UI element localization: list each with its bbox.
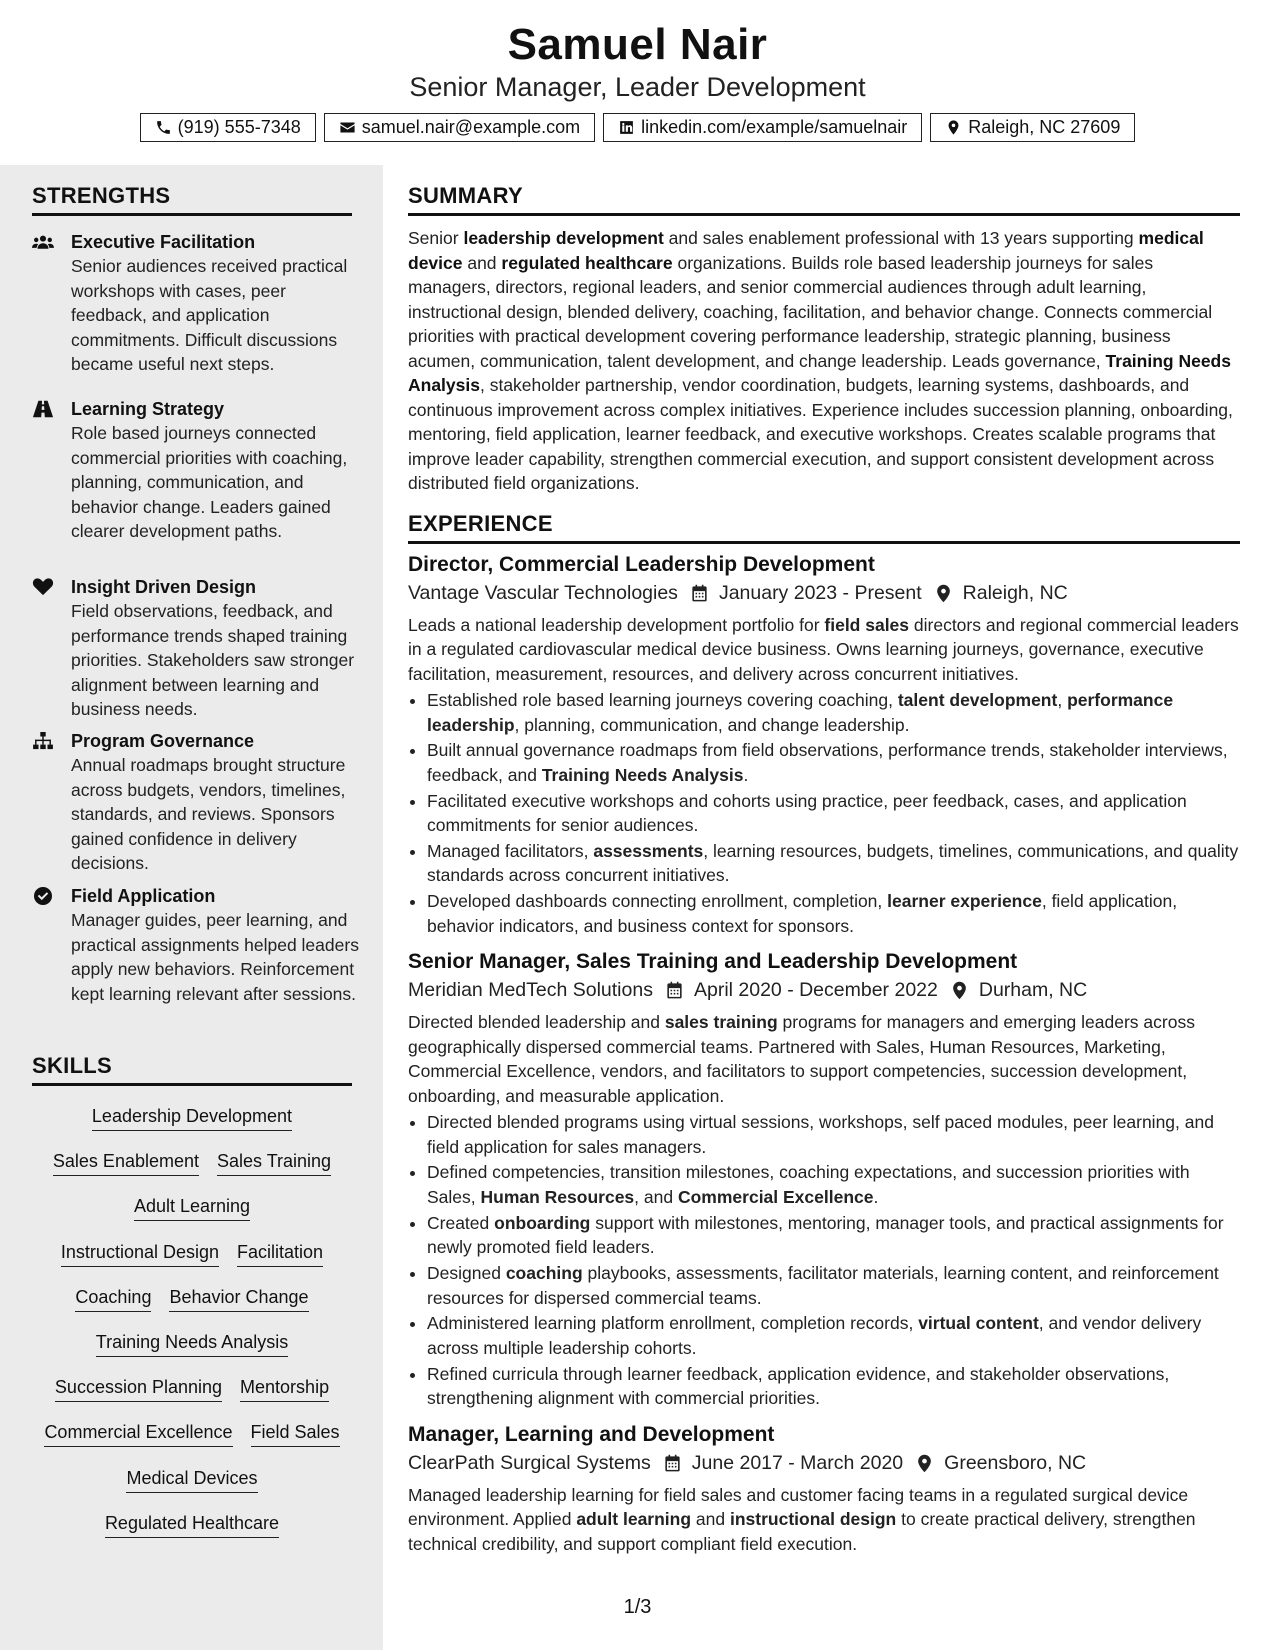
strength-title: Executive Facilitation xyxy=(71,232,256,252)
skill-tag: Regulated Healthcare xyxy=(105,1510,279,1538)
job-location: Raleigh, NC xyxy=(962,581,1068,604)
job-company: ClearPath Surgical Systems xyxy=(408,1451,651,1474)
job-bullet-fragment: , planning, communication, and change leadership. xyxy=(514,714,910,735)
users-icon xyxy=(32,233,56,251)
keyword-highlight: virtual content xyxy=(918,1313,1039,1334)
skill-tag: Sales Training xyxy=(217,1148,331,1176)
skill-tag: Sales Enablement xyxy=(53,1148,199,1176)
skills-heading: SKILLS xyxy=(32,1053,352,1086)
summary-fragment: organizations. Builds role based leadership journeys for sales managers, directors, regional leaders, and senior commercial audiences through adult learning, instructional design, blended delivery, coaching, facilitation, and behavior change. Connects commercial priorities with practical development covering performance leadership, strategic planning, business acumen, communication, talent development, and change leadership. Leads governance, xyxy=(408,252,1213,371)
job-meta xyxy=(408,582,1240,605)
skill-tag: Adult Learning xyxy=(134,1193,250,1221)
contact-linkedin[interactable] xyxy=(603,113,922,142)
experience-list xyxy=(408,553,1240,1557)
job-role: Senior Manager, Sales Training and Leadership Development xyxy=(408,950,1018,974)
job-bullet xyxy=(427,1160,1240,1209)
experience-entry xyxy=(408,553,1240,939)
keyword-highlight: assessments xyxy=(593,840,704,861)
job-role: Manager, Learning and Development xyxy=(408,1422,775,1446)
skill-row xyxy=(26,1510,358,1555)
job-description-fragment: directors and regional commercial leaders in a regulated cardiovascular medical device business. Owns learning journeys, governance, executive facilitation, measurement, resources, and delivery across concurrent initiatives. xyxy=(408,614,1239,684)
skill-row xyxy=(26,1103,358,1148)
phone-icon xyxy=(155,119,172,136)
keyword-highlight: performance leadership xyxy=(427,690,1174,735)
strength-item xyxy=(32,729,362,876)
experience-entry xyxy=(408,1423,1240,1557)
keyword-highlight: learner experience xyxy=(887,891,1042,912)
job-dates: June 2017 - March 2020 xyxy=(691,1451,904,1474)
strengths-heading: STRENGTHS xyxy=(32,183,352,216)
sitemap-icon xyxy=(32,732,56,750)
job-bullet xyxy=(427,738,1240,787)
job-bullet-fragment: Managed facilitators, xyxy=(427,840,594,861)
linkedin-icon xyxy=(618,119,635,136)
job-bullet-fragment: Designed xyxy=(427,1263,506,1284)
strength-desc: Manager guides, peer learning, and practical assignments helped leaders apply new behaviors. Reinforcement kept learning relevant after sessions. xyxy=(71,910,359,1004)
job-description xyxy=(408,1010,1240,1108)
job-bullet-fragment: , field application, behavior indicators, and business context for sponsors. xyxy=(427,891,1178,936)
job-description-fragment: and xyxy=(691,1509,730,1530)
calendar-icon xyxy=(690,584,709,603)
strength-item xyxy=(32,230,362,377)
skill-tag: Medical Devices xyxy=(126,1465,257,1493)
job-description-fragment: Directed blended leadership and xyxy=(408,1012,665,1033)
job-description xyxy=(408,1483,1240,1557)
job-company: Meridian MedTech Solutions xyxy=(408,979,653,1002)
job-description xyxy=(408,613,1240,687)
strength-desc: Annual roadmaps brought structure across budgets, vendors, timelines, standards, and reviews. Sponsors gained confidence in delivery decisions. xyxy=(71,755,346,873)
skill-row xyxy=(26,1148,358,1193)
contact-linkedin-text: linkedin.com/example/samuelnair xyxy=(641,117,908,137)
job-description-fragment: to create practical delivery, strengthen technical credibility, and support compliant field execution. xyxy=(408,1509,1196,1554)
resume-header xyxy=(0,0,1275,165)
job-role: Director, Commercial Leadership Development xyxy=(408,552,875,576)
keyword-highlight: onboarding xyxy=(494,1212,591,1233)
location-icon xyxy=(915,1454,934,1473)
sidebar xyxy=(0,165,383,1650)
summary-fragment: and xyxy=(462,252,502,273)
skill-tag: Commercial Excellence xyxy=(44,1419,232,1447)
job-bullet-fragment: Administered learning platform enrollment, completion records, xyxy=(427,1313,919,1334)
job-bullet-fragment: Defined competencies, transition milestones, coaching expectations, and succession priorities with Sales, xyxy=(427,1162,1190,1207)
job-description-fragment: Managed leadership learning for field sales and customer facing teams in a regulated surgical device environment. Applied xyxy=(408,1484,1189,1530)
candidate-name: Samuel Nair xyxy=(507,20,768,69)
keyword-highlight: Training Needs Analysis xyxy=(541,764,744,785)
skill-tag: Mentorship xyxy=(240,1374,329,1402)
job-bullet-fragment: Developed dashboards connecting enrollment, completion, xyxy=(427,891,888,912)
job-bullet-fragment: support with milestones, mentoring, manager tools, and practical assignments for newly promoted field leaders. xyxy=(427,1212,1224,1258)
job-location: Greensboro, NC xyxy=(944,1451,1087,1474)
job-bullets xyxy=(408,688,1240,938)
contact-email[interactable] xyxy=(324,113,595,142)
job-bullet xyxy=(427,1311,1240,1360)
skill-tag: Succession Planning xyxy=(55,1374,222,1402)
job-bullet xyxy=(427,1110,1240,1159)
keyword-highlight: Human Resources xyxy=(480,1186,635,1207)
calendar-icon xyxy=(665,981,684,1000)
job-bullet-fragment: Established role based learning journeys covering coaching, xyxy=(427,690,898,710)
skill-row xyxy=(26,1239,358,1284)
job-meta xyxy=(408,1452,1240,1475)
strength-item xyxy=(32,575,362,722)
calendar-icon xyxy=(663,1454,682,1473)
job-bullet-fragment: . xyxy=(873,1186,879,1207)
job-bullet-fragment: , and xyxy=(634,1186,678,1207)
job-bullet xyxy=(427,1261,1240,1310)
job-bullet-fragment: playbooks, assessments, facilitator materials, learning content, and reinforcement resources for dispersed commercial teams. xyxy=(427,1263,1219,1308)
contact-email-text: samuel.nair@example.com xyxy=(361,117,581,137)
job-bullet-fragment: , and vendor delivery across multiple leadership cohorts. xyxy=(427,1313,1202,1358)
keyword-highlight: leadership development xyxy=(463,228,664,248)
job-bullet xyxy=(427,839,1240,888)
experience-heading: EXPERIENCE xyxy=(408,511,1240,544)
contact-phone[interactable] xyxy=(140,113,316,142)
strength-title: Learning Strategy xyxy=(71,399,225,419)
contact-location[interactable] xyxy=(930,113,1135,142)
skill-row xyxy=(26,1193,358,1238)
skill-tag: Coaching xyxy=(75,1284,151,1312)
job-bullet xyxy=(427,1362,1240,1411)
job-bullet xyxy=(427,889,1240,938)
contact-location-text: Raleigh, NC 27609 xyxy=(968,117,1121,137)
summary-heading: SUMMARY xyxy=(408,183,1240,216)
keyword-highlight: adult learning xyxy=(576,1509,692,1530)
main-content xyxy=(408,165,1240,1556)
job-bullet-fragment: Directed blended programs using virtual sessions, workshops, self paced modules, peer learning, and field application for sales managers. xyxy=(427,1112,1214,1157)
skill-tag: Behavior Change xyxy=(169,1284,308,1312)
strength-item xyxy=(32,397,362,544)
summary-fragment: , stakeholder partnership, vendor coordination, budgets, learning systems, dashboards, and continuous improvement across complex initiatives. Experience includes succession planning, onboarding, mentoring, field application, learner feedback, and executive workshops. Creates scalable programs that improve leader capability, strengthen commercial execution, and support consistent development across distributed field organizations. xyxy=(408,375,1233,493)
strength-title: Program Governance xyxy=(71,731,255,751)
job-bullets xyxy=(408,1110,1240,1410)
check-circle-icon xyxy=(32,887,56,905)
job-bullet-fragment: , xyxy=(1057,690,1068,710)
contact-phone-text: (919) 555-7348 xyxy=(177,117,301,137)
job-bullet xyxy=(427,789,1240,838)
experience-entry xyxy=(408,950,1240,1410)
skill-tag: Training Needs Analysis xyxy=(96,1329,288,1357)
skill-tag: Leadership Development xyxy=(92,1103,292,1131)
keyword-highlight: coaching xyxy=(505,1263,583,1284)
job-bullet-fragment: Created xyxy=(427,1212,495,1233)
summary-text xyxy=(408,226,1240,496)
skill-row xyxy=(26,1374,358,1419)
job-description-fragment: Leads a national leadership development portfolio for xyxy=(408,614,825,635)
summary-fragment: Senior xyxy=(408,228,464,248)
candidate-title: Senior Manager, Leader Development xyxy=(409,72,866,102)
strength-desc: Field observations, feedback, and performance trends shaped training priorities. Stakeholders saw stronger alignment between learning and business needs. xyxy=(71,601,355,719)
keyword-highlight: Training Needs Analysis xyxy=(408,350,1231,395)
keyword-highlight: regulated healthcare xyxy=(501,252,673,273)
job-bullet-fragment: Refined curricula through learner feedback, application evidence, and stakeholder observations, strengthening alignment with commercial priorities. xyxy=(427,1363,1170,1409)
keyword-highlight: talent development xyxy=(897,690,1058,710)
strength-desc: Senior audiences received practical workshops with cases, peer feedback, and application commitments. Difficult discussions became useful next steps. xyxy=(71,256,348,374)
skill-row xyxy=(26,1284,358,1329)
strength-title: Field Application xyxy=(71,886,216,906)
heart-icon xyxy=(32,578,56,596)
location-icon xyxy=(945,119,962,136)
page-number: 1/3 xyxy=(623,1596,652,1618)
skill-row xyxy=(26,1419,358,1464)
job-dates: January 2023 - Present xyxy=(718,581,922,604)
skill-tag: Instructional Design xyxy=(61,1239,219,1267)
strength-desc: Role based journeys connected commercial priorities with coaching, planning, communication, and behavior change. Leaders gained clearer development paths. xyxy=(71,423,348,541)
keyword-highlight: Commercial Excellence xyxy=(677,1186,874,1207)
skill-row xyxy=(26,1329,358,1374)
job-location: Durham, NC xyxy=(978,979,1088,1002)
skills-list xyxy=(26,1103,358,1555)
skill-row xyxy=(26,1465,358,1510)
job-bullet xyxy=(427,1211,1240,1260)
job-bullet-fragment: Built annual governance roadmaps from field observations, performance trends, stakeholder interviews, feedback, and xyxy=(427,740,1228,785)
skill-tag: Field Sales xyxy=(251,1419,340,1447)
job-description-fragment: programs for managers and emerging leaders across geographically dispersed commercial teams. Partnered with Sales, Human Resources, Marketing, Commercial Excellence, vendors, and facilitators to support competencies, succession development, onboarding, and measurable application. xyxy=(408,1012,1195,1106)
envelope-icon xyxy=(339,119,356,136)
location-icon xyxy=(950,981,969,1000)
job-company: Vantage Vascular Technologies xyxy=(408,581,678,604)
location-icon xyxy=(934,584,953,603)
keyword-highlight: field sales xyxy=(824,614,910,635)
strength-title: Insight Driven Design xyxy=(71,577,257,597)
strength-item xyxy=(32,884,362,1006)
job-bullet-fragment: Facilitated executive workshops and cohorts using practice, peer feedback, cases, and application commitments for senior audiences. xyxy=(427,790,1187,836)
job-bullet-fragment: . xyxy=(743,764,749,785)
skill-tag: Facilitation xyxy=(237,1239,323,1267)
job-meta xyxy=(408,979,1240,1002)
contact-bar xyxy=(0,113,1275,142)
road-icon xyxy=(32,400,56,418)
summary-fragment: and sales enablement professional with 13 years supporting xyxy=(663,228,1139,248)
job-dates: April 2020 - December 2022 xyxy=(693,979,938,1002)
job-bullet-fragment: , learning resources, budgets, timelines, communications, and quality standards across concurrent initiatives. xyxy=(427,840,1239,886)
job-bullet xyxy=(427,688,1240,737)
keyword-highlight: medical device xyxy=(408,228,1204,273)
keyword-highlight: instructional design xyxy=(729,1509,897,1530)
keyword-highlight: sales training xyxy=(664,1012,778,1033)
